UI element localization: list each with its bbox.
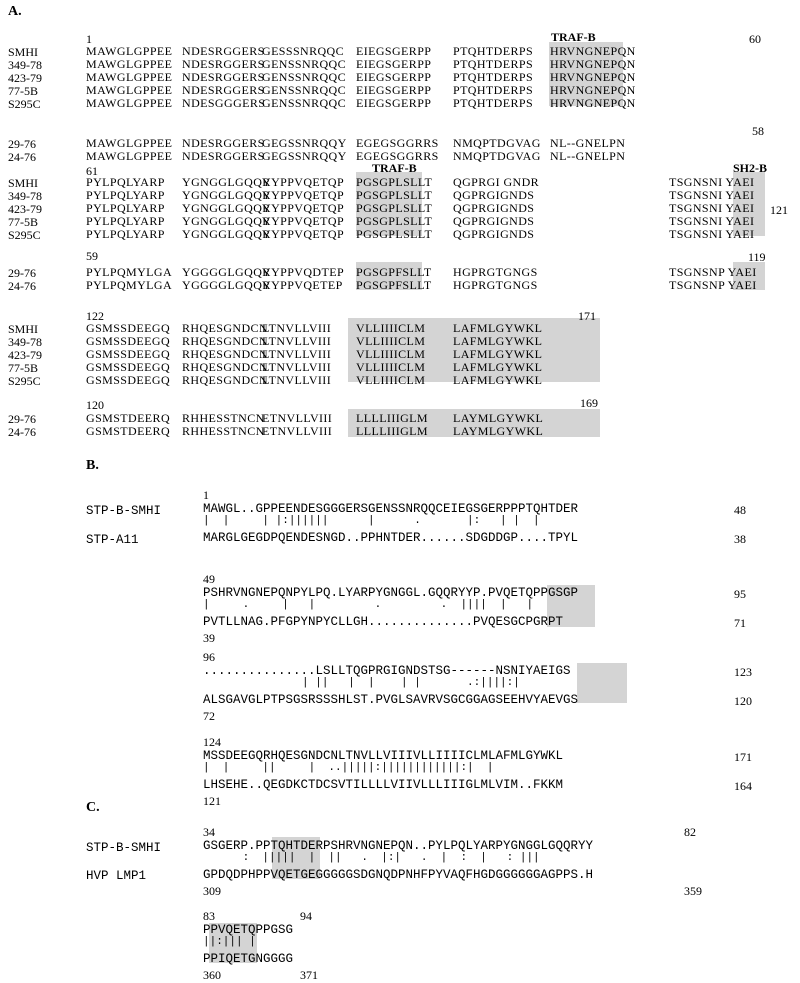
conservation-marks: | || | | | | .:||||:| [203,677,520,689]
sequence-segment: GENSSNRQQC [262,83,347,97]
sequence-top: MAWGL..GPPEENDESGGGERSGENSSNRQQCEIEGSGERPPPTQHTDER [203,502,579,516]
strain-label: 349-78 [8,189,42,203]
strain-label: 77-5B [8,361,38,375]
sequence-segment: EIEGSGERPP [356,44,432,58]
start-bottom: 121 [203,794,221,808]
panel-b-label: B. [86,458,99,473]
sequence-segment: VLLIIIICLM [356,321,426,335]
sequence-segment: GSMSSDEEGQ [86,360,171,374]
sequence-segment: HRVNGNEPQN [550,44,636,58]
sequence-segment: VLLIIIICLM [356,334,426,348]
sequence-segment: LLLLIIIGLM [356,424,428,438]
sequence-bottom: MARGLGEGDPQENDESNGD..PPHNTDER......SDGDDGP....TPYL [203,531,579,545]
sequence-segment: PGSGPLSLLT [356,227,433,241]
sequence-segment: VLLIIIICLM [356,347,426,361]
sequence-segment: HRVNGNEPQN [550,83,636,97]
sequence-top: GSGERP.PPTQHTDERPSHRVNGNEPQN..PYLPQLYARPYGNGGLGQQRYY [203,839,594,853]
strain-label: 29-76 [8,266,36,280]
sequence-segment: LTNVLLVIII [262,347,332,361]
sequence-segment: LAFMLGYWKL [453,321,543,335]
pos-left: 122 [86,309,104,323]
sequence-segment: LTNVLLVIII [262,334,332,348]
sequence-segment: PGSGPLSLLT [356,201,433,215]
sequence-segment: NDESRGGERS [182,136,265,150]
conservation-marks: | . | | . . |||| | | [203,599,534,611]
sequence-bottom: PPIQETGNGGGG [203,952,294,966]
sequence-segment: NDESRGGERS [182,57,265,71]
sequence-segment: NL--GNELPN [550,149,626,163]
end-bottom: 359 [684,884,702,898]
sequence-segment: VLLIIIICLM [356,360,426,374]
strain-label: 77-5B [8,84,38,98]
sequence-segment: PTQHTDERPS [453,57,534,71]
sequence-segment: NDESGGGERS [182,96,266,110]
sequence-segment: EIEGSGERPP [356,70,432,84]
sequence-top: PSHRVNGNEPQNPYLPQ.LYARPYGNGGL.GQQRYYP.PVQETQPPGSGP [203,586,579,600]
sequence-segment: GSMSSDEEGQ [86,373,171,387]
sequence-segment: YGNGGLGQQR [182,227,271,241]
pos-right: 60 [749,32,761,46]
sequence-segment: PGSGPLSLLT [356,188,433,202]
strain-label: 349-78 [8,335,42,349]
pos-right-group2: 119 [748,250,766,264]
sequence-segment: HRVNGNEPQN [550,57,636,71]
strain-label: 29-76 [8,137,36,151]
pos-right: 121 [770,203,788,217]
strain-label: 24-76 [8,150,36,164]
sequence-segment: GEGSSNRQQY [262,136,347,150]
seq-name-top: STP-B-SMHI [86,841,162,855]
sequence-segment: YYPPVQETQP [262,201,345,215]
strain-label: S295C [8,97,41,111]
sequence-segment: LTNVLLVIII [262,373,332,387]
end-bottom: 164 [734,779,752,793]
start-top: 96 [203,650,215,664]
strain-label: 77-5B [8,215,38,229]
sequence-segment: LLLLIIIGLM [356,411,428,425]
sequence-segment: VLLIIIICLM [356,373,426,387]
end-top: 95 [734,587,746,601]
sequence-segment: PTQHTDERPS [453,44,534,58]
sequence-segment: HGPRGTGNGS [453,278,538,292]
sequence-segment: YYPPVQETEP [262,278,343,292]
sequence-segment: PTQHTDERPS [453,83,534,97]
sequence-segment: QGPRGIGNDS [453,201,535,215]
sequence-segment: NMQPTDGVAG [453,136,541,150]
sequence-segment: LAYMLGYWKL [453,411,544,425]
sequence-top: PPVQETQPPGSG [203,923,294,937]
strain-label: S295C [8,228,41,242]
sequence-segment: LAFMLGYWKL [453,360,543,374]
sequence-segment: LAFMLGYWKL [453,347,543,361]
sequence-segment: LAFMLGYWKL [453,373,543,387]
strain-label: 24-76 [8,279,36,293]
sequence-segment: EIEGSGERPP [356,96,432,110]
strain-label: SMHI [8,176,39,190]
start-top: 83 [203,909,215,923]
sequence-segment: QGPRGIGNDS [453,214,535,228]
sequence-segment: YGGGGLGQQR [182,265,271,279]
start-bottom: 360 [203,968,221,982]
sequence-segment: HGPRGTGNGS [453,265,538,279]
sequence-top: MSSDEEGQRHQESGNDCNLTNVLLVIIIVLLIIIICLMLAFMLGYWKL [203,749,564,763]
sequence-segment: TSGNSNI YAEI [669,227,755,241]
sequence-segment: EGEGSGGRRS [356,136,439,150]
strain-label: S295C [8,374,41,388]
sequence-segment: ETNVLLVIII [262,424,333,438]
traf-b-header: TRAF-B [551,30,596,44]
sequence-segment: TSGNSNI YAEI [669,201,755,215]
sequence-segment: YGNGGLGQQR [182,201,271,215]
pos-right-group2: 169 [580,396,598,410]
seq-name-bottom: STP-A11 [86,533,139,547]
sequence-segment: GENSSNRQQC [262,96,347,110]
sequence-segment: GESSSNRQQC [262,44,345,58]
end-bottom: 120 [734,694,752,708]
sequence-segment: PTQHTDERPS [453,70,534,84]
yae-shading-b [577,663,627,703]
start-top: 34 [203,825,215,839]
conservation-marks: | | | |:|||||| | . |: | | | [203,515,540,527]
end-top: 48 [734,503,746,517]
end-bottom: 38 [734,532,746,546]
start-bottom: 309 [203,884,221,898]
sequence-segment: PYLPQLYARP [86,175,165,189]
sequence-segment: QGPRGIGNDS [453,227,535,241]
sequence-segment: NDESRGGERS [182,70,265,84]
sequence-segment: RHHESSTNCN [182,411,265,425]
sequence-segment: YGNGGLGQQR [182,214,271,228]
sequence-segment: RHQESGNDCN [182,321,269,335]
sequence-bottom: PVTLLNAG.PFGPYNPYCLLGH..............PVQESGCPGRPT [203,615,564,629]
strain-label: 423-79 [8,71,42,85]
sequence-segment: RHQESGNDCN [182,373,269,387]
sequence-segment: HRVNGNEPQN [550,70,636,84]
sequence-segment: GENSSNRQQC [262,57,347,71]
end-top: 82 [684,825,696,839]
sequence-segment: MAWGLGPPEE [86,70,173,84]
seq-name-bottom: HVP LMP1 [86,869,147,883]
sequence-segment: GSMSSDEEGQ [86,334,171,348]
pos-right-group2: 58 [752,124,764,138]
start-bottom: 72 [203,709,215,723]
sequence-segment: PGSGPFSLLT [356,265,432,279]
sequence-segment: GSMSSDEEGQ [86,347,171,361]
traf-b-header: TRAF-B [372,161,417,175]
sequence-segment: YGGGGLGQQR [182,278,271,292]
sequence-segment: YYPPVQDTEP [262,265,345,279]
sequence-segment: MAWGLGPPEE [86,149,173,163]
sequence-segment: EIEGSGERPP [356,83,432,97]
sequence-segment: QGPRGI GNDR [453,175,540,189]
sequence-segment: PGSGPLSLLT [356,214,433,228]
sequence-segment: PGSGPLSLLT [356,175,433,189]
pos-left-group2: 120 [86,398,104,412]
sequence-segment: PYLPQLYARP [86,227,165,241]
sequence-segment: MAWGLGPPEE [86,83,173,97]
sh2-b-header: SH2-B [733,161,768,175]
sequence-bottom: GPDQDPHPPVQETGEGGGGGSDGNQDPNHFPYVAQFHGDGGGGGGAGPPS.H [203,868,594,882]
strain-label: 423-79 [8,202,42,216]
sequence-segment: NDESRGGERS [182,149,265,163]
end-top: 94 [300,909,312,923]
sequence-segment: MAWGLGPPEE [86,136,173,150]
sequence-segment: TSGNSNI YAEI [669,214,755,228]
sequence-segment: PTQHTDERPS [453,96,534,110]
sequence-segment: PYLPQLYARP [86,188,165,202]
sequence-segment: RHHESSTNCN [182,424,265,438]
end-top: 171 [734,750,752,764]
panel-c-label: C. [86,800,100,815]
panel-a-label: A. [8,4,22,19]
sequence-segment: YGNGGLGQQR [182,175,271,189]
pos-left-group2: 59 [86,249,98,263]
end-bottom: 371 [300,968,318,982]
sequence-segment: NL--GNELPN [550,136,626,150]
sequence-segment: RHQESGNDCN [182,360,269,374]
sequence-segment: QGPRGIGNDS [453,188,535,202]
start-top: 1 [203,488,209,502]
pos-left: 1 [86,32,92,46]
sequence-segment: YGNGGLGQQR [182,188,271,202]
pos-left: 61 [86,164,98,178]
strain-label: SMHI [8,45,39,59]
sequence-segment: LTNVLLVIII [262,321,332,335]
end-top: 123 [734,665,752,679]
sequence-segment: LAFMLGYWKL [453,334,543,348]
sequence-segment: MAWGLGPPEE [86,57,173,71]
sequence-segment: YYPPVQETQP [262,227,345,241]
seq-name-top: STP-B-SMHI [86,504,162,518]
sequence-segment: TSGNSNP YAEI [669,278,757,292]
sequence-segment: PYLPQMYLGA [86,278,173,292]
sequence-segment: HRVNGNEPQN [550,96,636,110]
sequence-segment: RHQESGNDCN [182,347,269,361]
strain-label: 24-76 [8,425,36,439]
sequence-segment: PYLPQMYLGA [86,265,173,279]
sequence-bottom: LHSEHE..QEGDKCTDCSVTILLLLVIIVLLLIIIGLMLVIM..FKKM [203,778,564,792]
sequence-segment: NDESRGGERS [182,83,265,97]
sequence-segment: NDESRGGERS [182,44,265,58]
sequence-segment: RHQESGNDCN [182,334,269,348]
sequence-segment: PYLPQLYARP [86,201,165,215]
strain-label: 349-78 [8,58,42,72]
start-top: 49 [203,572,215,586]
sequence-segment: MAWGLGPPEE [86,96,173,110]
sequence-segment: YYPPVQETQP [262,175,345,189]
start-bottom: 39 [203,631,215,645]
strain-label: 29-76 [8,412,36,426]
conservation-marks: : ||||| | || . |:| . | : | : ||| [203,852,540,864]
sequence-segment: TSGNSNI YAEI [669,188,755,202]
sequence-segment: ETNVLLVIII [262,411,333,425]
sequence-segment: TSGNSNI YAEI [669,175,755,189]
sequence-bottom: ALSGAVGLPTPSGSRSSSHLST.PVGLSAVRVSGCGGAGSEEHVYAEVGS [203,693,579,707]
strain-label: SMHI [8,322,39,336]
sequence-segment: PYLPQLYARP [86,214,165,228]
sequence-segment: GSMSSDEEGQ [86,321,171,335]
end-bottom: 71 [734,616,746,630]
sequence-segment: LTNVLLVIII [262,360,332,374]
sequence-segment: GSMSTDEERQ [86,411,171,425]
sequence-top: ...............LSLLTQGPRGIGNDSTSG------NSNIYAEIGS [203,664,571,678]
conservation-marks: | | || | ..|||||:||||||||||||:| | [203,762,494,774]
sequence-segment: TSGNSNP YAEI [669,265,757,279]
sequence-segment: GSMSTDEERQ [86,424,171,438]
strain-label: 423-79 [8,348,42,362]
sequence-segment: YYPPVQETQP [262,188,345,202]
pos-right: 171 [578,309,596,323]
start-top: 124 [203,735,221,749]
sequence-segment: LAYMLGYWKL [453,424,544,438]
sequence-segment: MAWGLGPPEE [86,44,173,58]
conservation-marks: ||:||| | [203,936,256,948]
sequence-segment: NMQPTDGVAG [453,149,541,163]
sequence-segment: GENSSNRQQC [262,70,347,84]
sequence-segment: EGEGSGGRRS [356,149,439,163]
sequence-segment: EIEGSGERPP [356,57,432,71]
sequence-segment: GEGSSNRQQY [262,149,347,163]
sequence-segment: YYPPVQETQP [262,214,345,228]
sequence-segment: PGSGPFSLLT [356,278,432,292]
